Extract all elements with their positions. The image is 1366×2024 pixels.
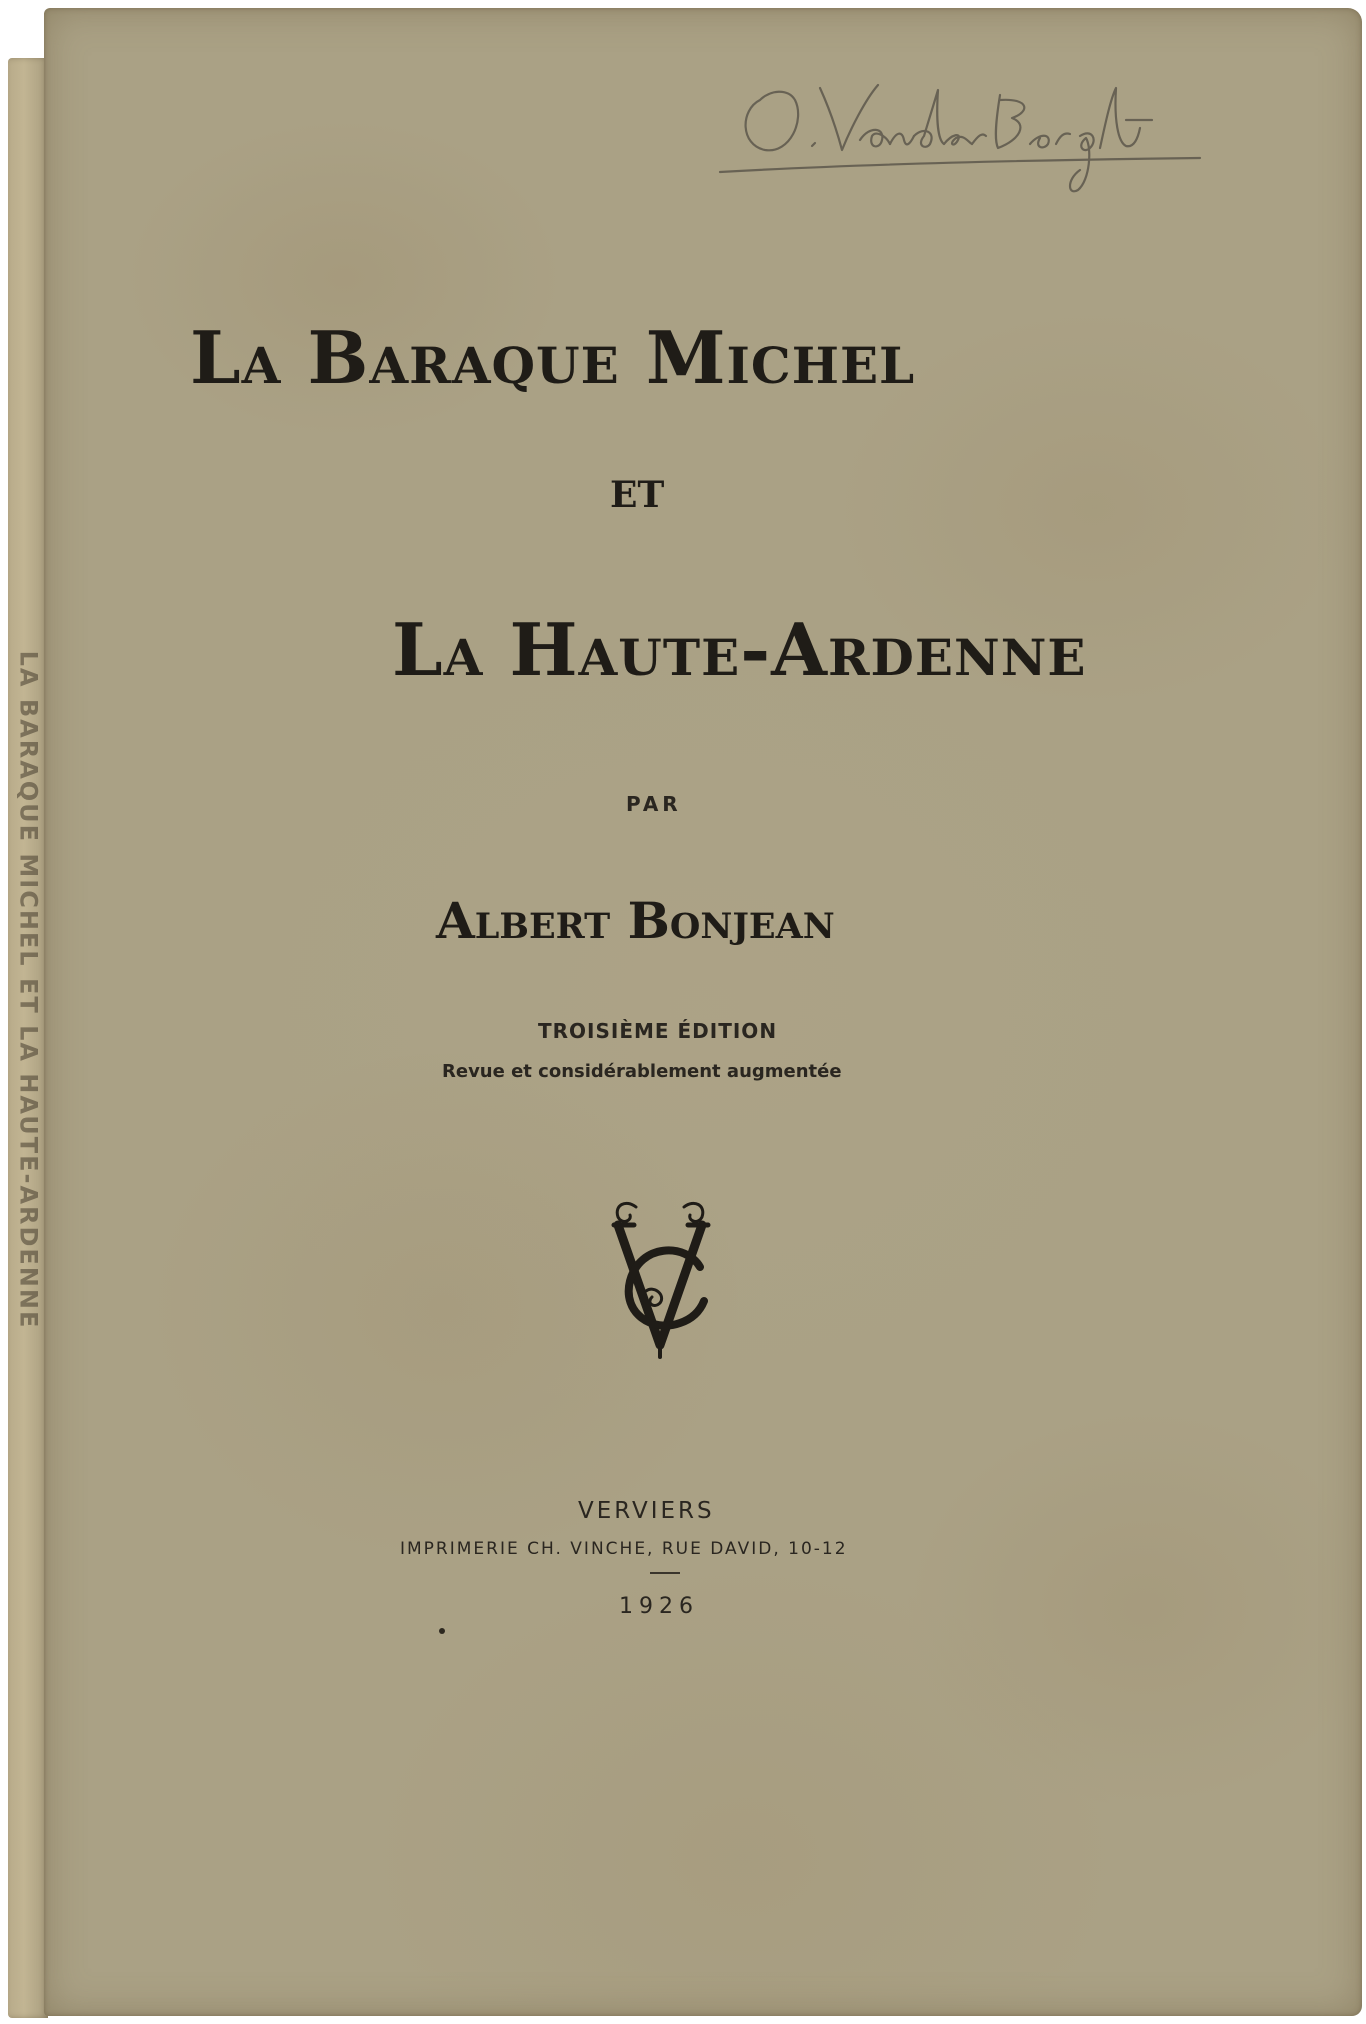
publisher-monogram-icon bbox=[600, 1195, 720, 1360]
printer-line: IMPRIMERIE CH. VINCHE, RUE DAVID, 10-12 bbox=[400, 1539, 848, 1559]
by-label: PAR bbox=[626, 792, 682, 816]
publication-year: 1926 bbox=[619, 1594, 699, 1619]
title-line-1: La Baraque Michel bbox=[190, 315, 916, 400]
edition-label: TROISIÈME ÉDITION bbox=[538, 1019, 778, 1043]
front-cover bbox=[44, 8, 1362, 2016]
edition-note: Revue et considérablement augmentée bbox=[442, 1061, 842, 1082]
title-line-2: La Haute-Ardenne bbox=[392, 607, 1087, 692]
divider-dash bbox=[650, 1572, 680, 1574]
title-conjunction: ET bbox=[610, 474, 665, 516]
handwritten-signature bbox=[700, 40, 1220, 210]
spine-title bbox=[8, 290, 48, 1690]
spine-title-text: LA BARAQUE MICHEL ET LA HAUTE-ARDENNE bbox=[14, 650, 43, 1330]
author-name: Albert Bonjean bbox=[436, 891, 835, 950]
ink-speck bbox=[439, 1628, 445, 1634]
publisher-city: VERVIERS bbox=[578, 1498, 715, 1524]
